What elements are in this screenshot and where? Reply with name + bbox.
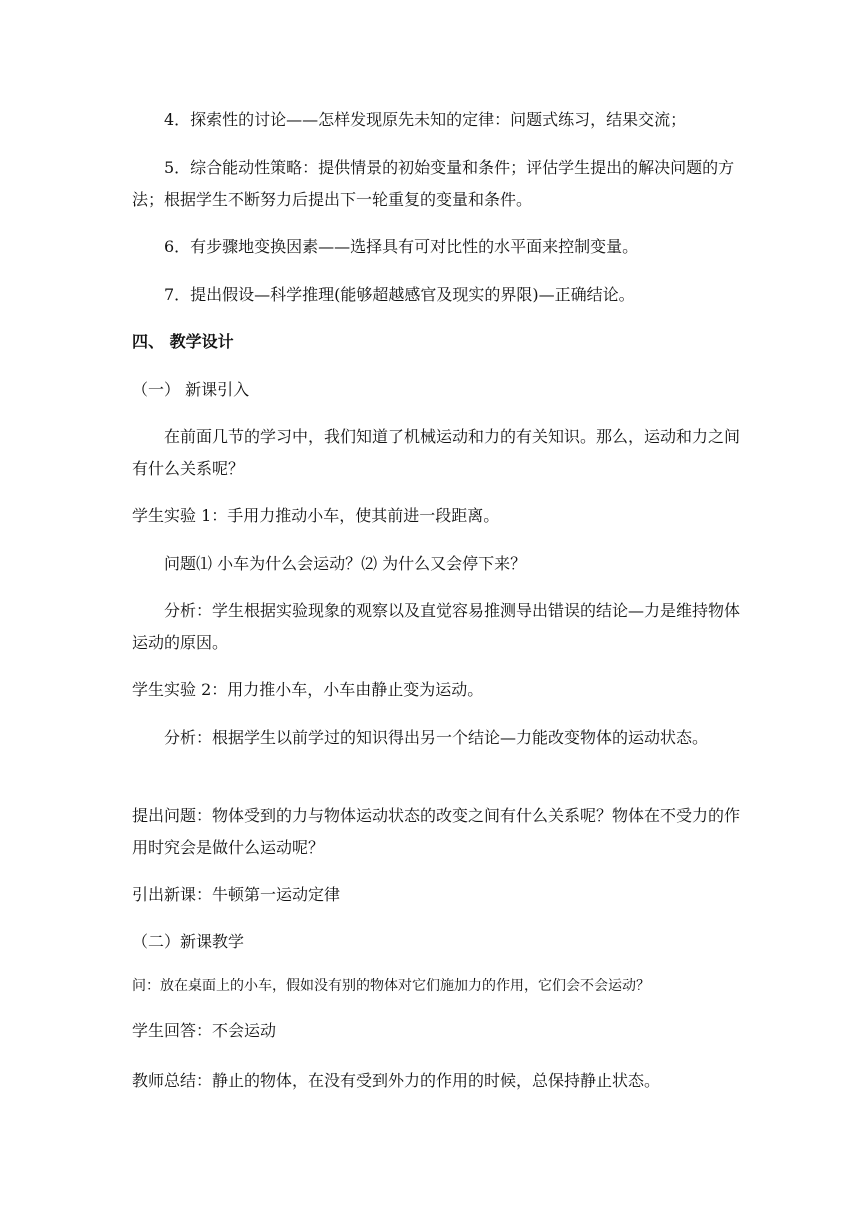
analysis-1: 分析：学生根据实验现象的观察以及直觉容易推测导出错误的结论—力是维持物体运动的原因。: [132, 601, 741, 652]
strategy-item-5: 5．综合能动性策略：提供情景的初始变量和条件；评估学生提出的解决问题的方法；根据学生不断努力后提出下一轮重复的变量和条件。: [132, 158, 735, 209]
experiment-2: 学生实验 2：用力推小车，小车由静止变为运动。: [132, 680, 484, 699]
strategy-item-4: 4．探索性的讨论——怎样发现原先未知的定律：问题式练习，结果交流；: [164, 110, 687, 129]
new-lesson: 引出新课：牛顿第一运动定律: [132, 885, 341, 904]
section-heading: 四、 教学设计: [132, 332, 234, 351]
intro-paragraph: 在前面几节的学习中，我们知道了机械运动和力的有关知识。那么，运动和力之间有什么关系呢？: [132, 427, 741, 478]
experiment-1: 学生实验 1：手用力推动小车，使其前进一段距离。: [132, 506, 500, 525]
question-1: 问题⑴ 小车为什么会运动？⑵ 为什么又会停下来？: [164, 554, 527, 573]
teacher-summary: 教师总结：静止的物体，在没有受到外力的作用的时候，总保持静止状态。: [132, 1071, 661, 1090]
student-answer: 学生回答：不会运动: [132, 1021, 277, 1040]
question-2: 问：放在桌面上的小车，假如没有别的物体对它们施加力的作用，它们会不会运动？: [132, 978, 650, 994]
strategy-item-7: 7．提出假设—科学推理(能够超越感官及现实的界限)—正确结论。: [164, 285, 635, 304]
analysis-2: 分析：根据学生以前学过的知识得出另一个结论—力能改变物体的运动状态。: [164, 728, 709, 747]
teaching-heading: （二）新课教学: [132, 932, 245, 951]
intro-heading: （一） 新课引入: [132, 380, 250, 399]
strategy-item-6: 6．有步骤地变换因素——选择具有可对比性的水平面来控制变量。: [164, 237, 639, 256]
problem-statement: 提出问题：物体受到的力与物体运动状态的改变之间有什么关系呢？物体在不受力的作用时究会是做什么运动呢？: [132, 806, 741, 857]
